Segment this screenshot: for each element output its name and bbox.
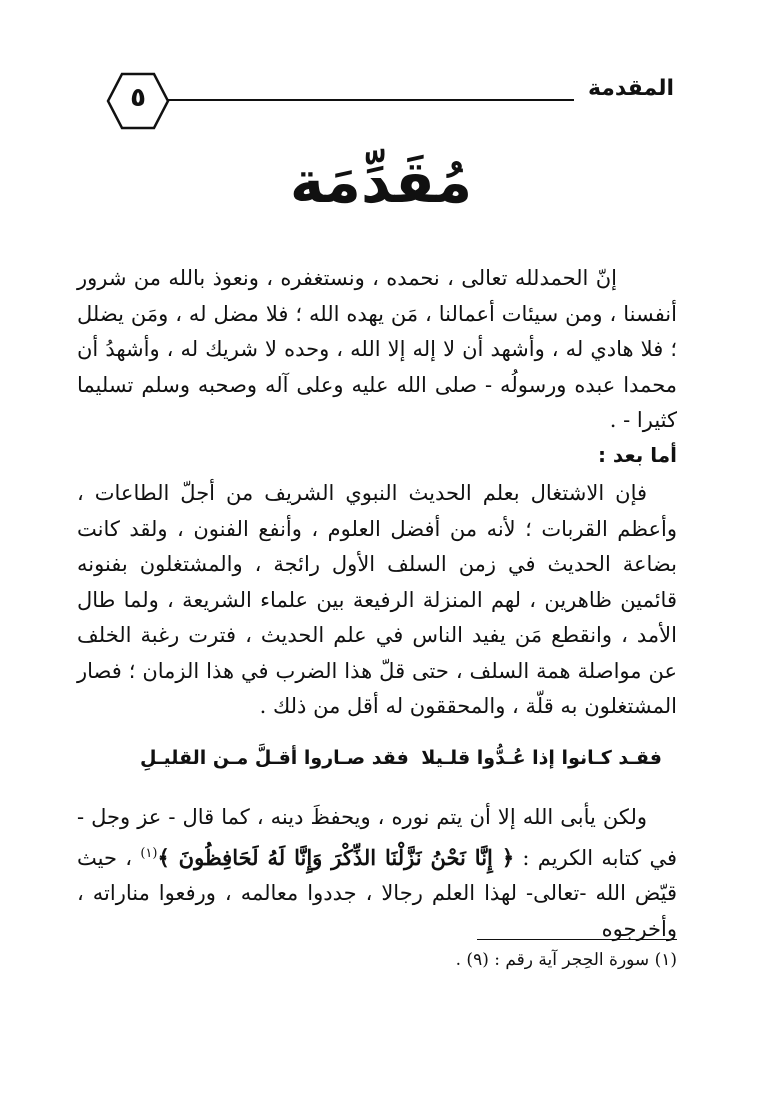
paragraph-quran-continuation: ، حيث قيّض الله -تعالى- لهذا العلم رجالا ، جددوا معالمه ، ورفعوا مناراته ، وأخرجوه <box>77 845 677 941</box>
poetry-verse <box>140 747 662 783</box>
page-number: ٥ <box>130 83 146 113</box>
footnote-reference[interactable]: (١) <box>140 845 158 861</box>
paragraph-quran <box>77 800 677 947</box>
verse-second-hemistich: فقد صـاروا أقـلَّ مـن القليـلِ <box>140 747 409 769</box>
running-header-title: المقدمة <box>587 76 674 101</box>
paragraph-opening: إنّ الحمدلله تعالى ، نحمده ، ونستغفره ، ونعوذ بالله من شرور أنفسنا ، ومن سيئات أعمالنا ، مَن يهده الله ؛ فلا مضل له ، ومَن يضلل ؛ فلا هادي له ، وأشهد أن لا إله إلا الله ، وحده لا شريك له ، وأشهدُ أن محمدا عبده ورسولُه - صلى الله عليه وعلى آله وصحبه وسلم تسليما كثيرا - . <box>77 266 677 432</box>
header-rule <box>168 99 574 101</box>
footnote-rule <box>477 939 677 940</box>
page-number-badge <box>106 72 170 130</box>
paragraph-quran-intro: ولكن يأبى الله إلا أن يتم نوره ، ويحفظَ دينه ، كما قال - عز وجل - في كتابه الكريم : <box>77 805 677 870</box>
paragraph-body: فإن الاشتغال بعلم الحديث النبوي الشريف من أجلّ الطاعات ، وأعظم القربات ؛ لأنه من أفضل العلوم ، وأنفع الفنون ، ولقد كانت بضاعة الحديث في زمن السلف الأول رائجة ، والمشتغلون بفنونه قائمين ظاهرين ، لهم المنزلة الرفيعة بين علماء الشريعة ، ولما طال الأمد ، وانقطع مَن يفيد الناس في علم الحديث ، فترت رغبة الخلف عن مواصلة همة السلف ، حتى قلّ هذا الضرب في هذا الزمان ؛ فصار المشتغلون به قلّة ، والمحققون له أقل من ذلك . <box>77 481 677 718</box>
chapter-title: مُقَدِّمَة <box>289 148 473 216</box>
section-heading: أما بعد : <box>597 443 677 467</box>
verse-first-hemistich: فقـد كـانوا إذا عُـدُّوا قلـيلا <box>421 747 662 769</box>
quran-quote: ﴿ إِنَّا نَحْنُ نَزَّلْنَا الذِّكْرَ وَإِنَّا لَهُ لَحَافِظُونَ ﴾ <box>157 844 515 870</box>
footnote: (١) سورة الحِجر آية رقم : (٩) . <box>455 950 677 970</box>
